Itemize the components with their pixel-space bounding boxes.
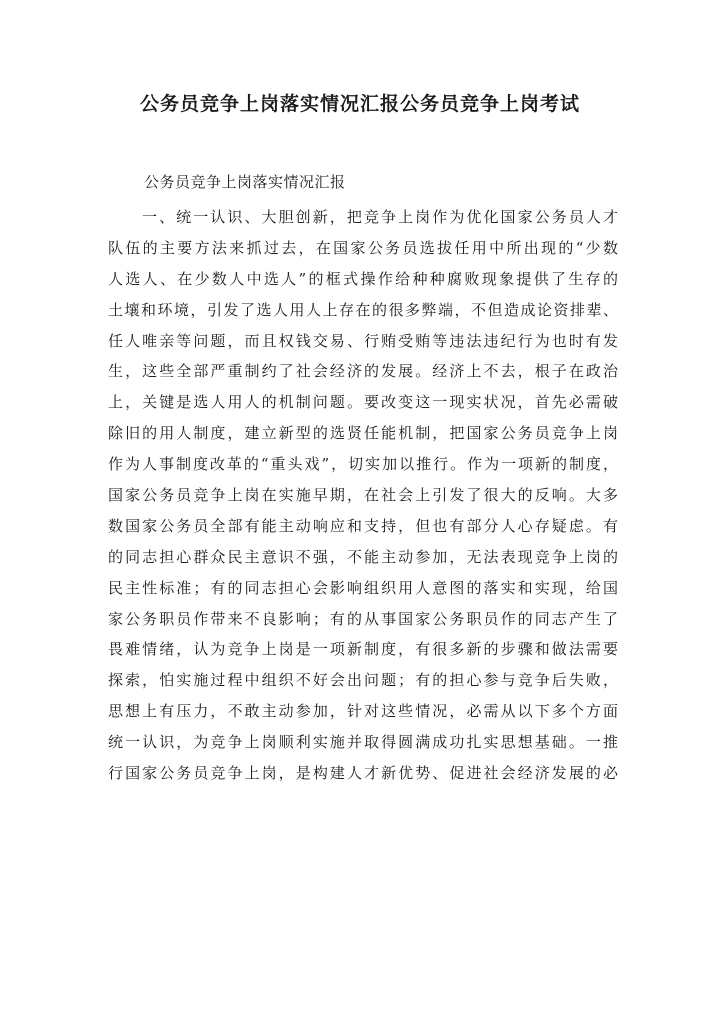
body-line: 除旧的用人制度，建立新型的选贤任能机制，把国家公务员竞争上岗 bbox=[108, 424, 618, 443]
body-line: 统一认识，为竞争上岗顺利实施并取得圆满成功扎实思想基础。一推 bbox=[108, 733, 618, 752]
body-line: 土壤和环境，引发了选人用人上存在的很多弊端，不但造成论资排辈、 bbox=[108, 300, 618, 319]
body-line: 畏难情绪，认为竞争上岗是一项新制度，有很多新的步骤和做法需要 bbox=[108, 640, 618, 659]
body-line: 的同志担心群众民主意识不强，不能主动参加，无法表现竞争上岗的 bbox=[108, 547, 618, 566]
body-line: 家公务职员作带来不良影响；有的从事国家公务职员作的同志产生了 bbox=[108, 609, 618, 628]
body-line: 一、统一认识、大胆创新，把竞争上岗作为优化国家公务员人才 bbox=[142, 208, 618, 226]
document-title: 公务员竞争上岗落实情况汇报公务员竞争上岗考试 bbox=[139, 93, 580, 115]
body-line: 队伍的主要方法来抓过去，在国家公务员选拔任用中所出现的“少数 bbox=[108, 238, 618, 257]
body-line: 行国家公务员竞争上岗，是构建人才新优势、促进社会经济发展的必 bbox=[108, 764, 618, 783]
body-line: 任人唯亲等问题，而且权钱交易、行贿受贿等违法违纪行为也时有发 bbox=[108, 331, 618, 350]
body-line: 生，这些全部严重制约了社会经济的发展。经济上不去，根子在政治 bbox=[108, 362, 618, 381]
body-line: 国家公务员竞争上岗在实施早期，在社会上引发了很大的反响。大多 bbox=[108, 486, 618, 505]
body-line: 上，关键是选人用人的机制问题。要改变这一现实状况，首先必需破 bbox=[108, 393, 618, 412]
body-line: 人选人、在少数人中选人”的框式操作给种种腐败现象提供了生存的 bbox=[108, 269, 618, 288]
body-text bbox=[108, 202, 618, 789]
body-line: 民主性标准；有的同志担心会影响组织用人意图的落实和实现，给国 bbox=[108, 578, 618, 597]
body-line: 思想上有压力，不敢主动参加，针对这些情况，必需从以下多个方面 bbox=[108, 702, 618, 721]
body-line: 探索，怕实施过程中组织不好会出问题；有的担心参与竞争后失败， bbox=[108, 671, 618, 690]
document-subtitle: 公务员竞争上岗落实情况汇报 bbox=[144, 173, 346, 191]
body-line: 数国家公务员全部有能主动响应和支持，但也有部分人心存疑虑。有 bbox=[108, 516, 618, 535]
body-line: 作为人事制度改革的“重头戏”，切实加以推行。作为一项新的制度， bbox=[108, 455, 618, 474]
